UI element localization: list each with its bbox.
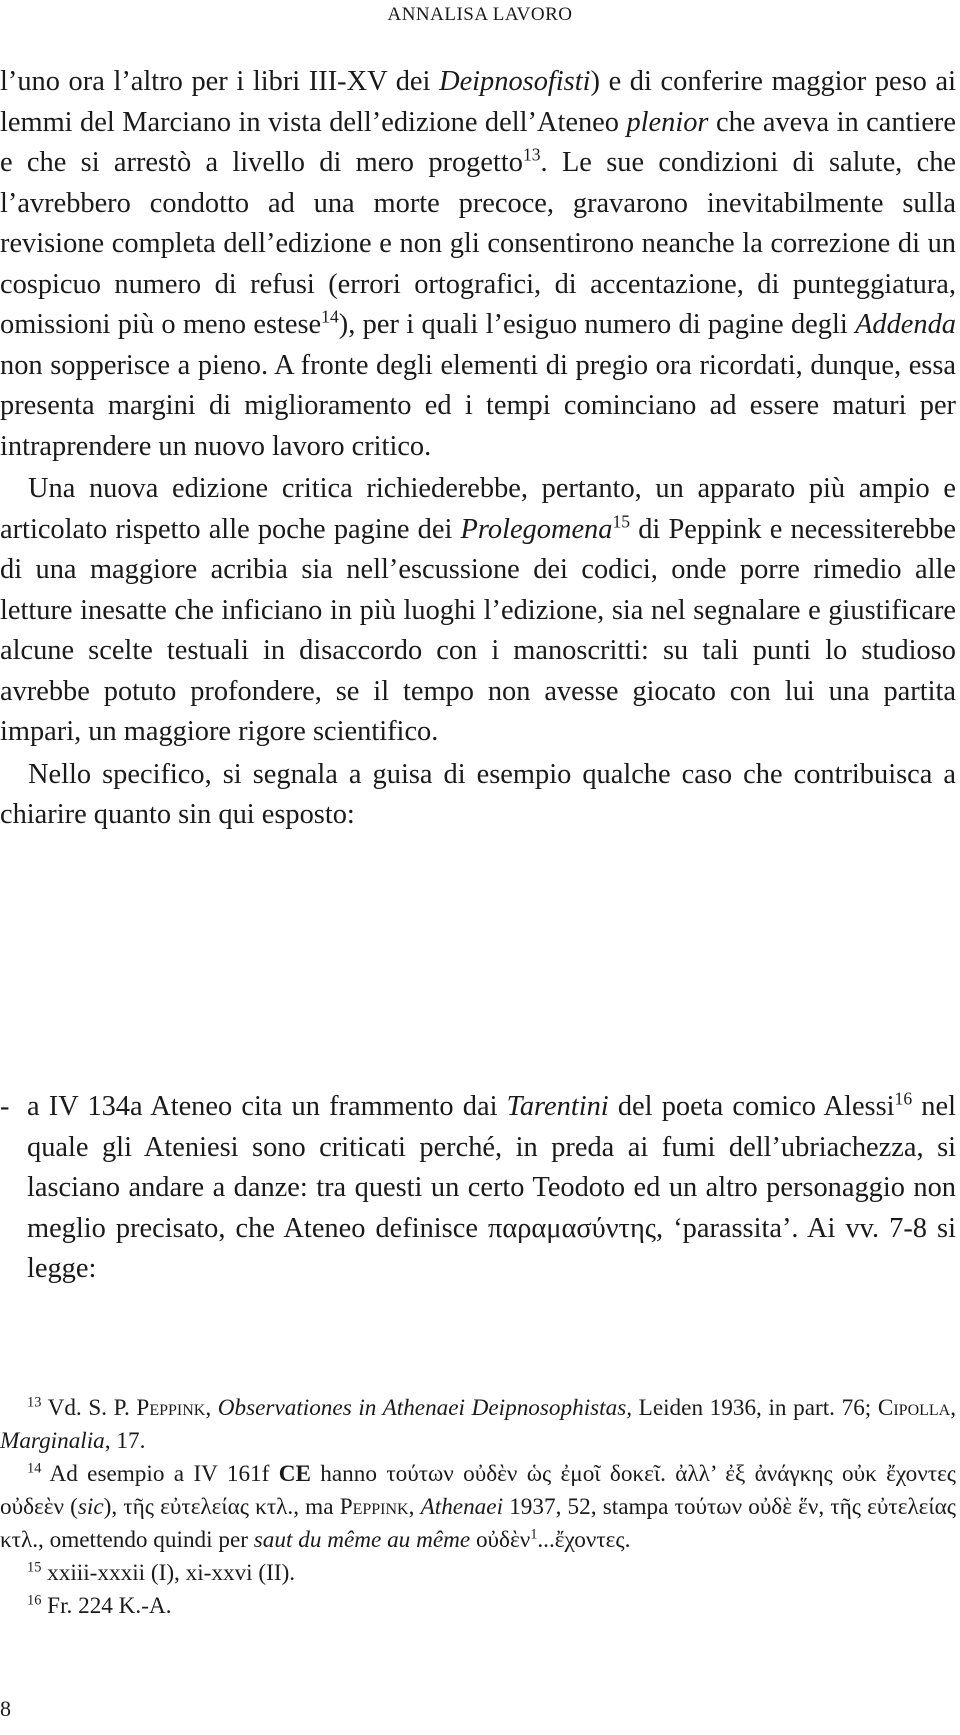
footnote-ref-13[interactable]: 13 xyxy=(522,144,541,165)
paragraph-2: Una nuova edizione critica richiederebbe, pertanto, un apparato più ampio e articolato rispetto alle poche pagine dei Prolegomena$^{15}$ di Peppink e necessiterebbe di una maggiore acribia sia nell’escussione dei codici, onde porre rimedio alle letture inesatte che inficiano in più luoghi l’edizione, sia nel segnalare e giustificare alcune scelte testuali in disaccordo con i manoscritti: su tali punti lo studioso avrebbe potuto profondere, se il tempo non avesse giocato con lui una partita impari, un maggiore rigore scientifico. xyxy=(0,473,956,747)
footnote-ref-14[interactable]: 14 xyxy=(321,306,339,327)
footnote-15: $^{15}$ xxiii-xxxii (I), xi-xxvi (II). xyxy=(27,1559,296,1586)
paragraph-1: l’uno ora l’altro per i libri III-XV dei Deipnosofisti) e di conferire maggior peso ai lemmi del Marciano in vista dell’edizione dell’Ateneo plenior che aveva in cantiere e che si arrestò a livello di mero progetto$^{13}$. Le sue condizioni di salute, che l’avrebbero condotto ad una morte precoce, gravarono inevitabilmente sulla revisione completa dell’edizione e non gli consentirono neanche la correzione di un cospicuo numero di refusi (errori ortografici, di accentazione, di punteggiatura, omissioni più o meno estese$^{14}$), per i quali l’esiguo numero di pagine degli Addenda non sopperisce a pieno. A fronte degli elementi di pregio ora ricordati, dunque, essa presenta margini di miglioramento ed i tempi cominciano ad essere maturi per intraprendere un nuovo lavoro critico. xyxy=(0,66,957,462)
footnote-ref-15[interactable]: 15 xyxy=(612,511,631,532)
page-number: 8 xyxy=(0,1696,11,1721)
paragraph-3: Nello specifico, si segnala a guisa di esempio qualche caso che contribuisca a chiarire quanto sin qui esposto: xyxy=(0,758,956,830)
footnote-14: $^{14}$ Ad esempio a IV 161f CE hanno τούτων οὐδὲν ὡς ἐμοῖ δοκεῖ. ἀλλ’ ἐξ ἀνάγκης οὐκ ἔχοντες οὐδεὲν (sic), τῆς εὐτελείας κτλ., ma Peppink, Athenaei 1937, 52, stampa τούτων οὐδὲ ἕν, τῆς εὐτελείας κτλ., omettendo quindi per saut du même au même οὐδὲν$^1$...ἔχοντες. xyxy=(0,1460,956,1553)
list-dash: - xyxy=(0,1091,10,1122)
footnotes xyxy=(0,1392,956,1623)
running-head: ANNALISA LAVORO xyxy=(387,4,573,25)
footnote-16: $^{16}$ Fr. 224 K.-A. xyxy=(27,1592,172,1619)
footnote-13: $^{13}$ Vd. S. P. Peppink, Observationes in Athenaei Deipnosophistas, Leiden 1936, in part. 76; Cipolla, Marginalia, 17. xyxy=(0,1394,957,1454)
list-item: - a IV 134a Ateneo cita un frammento dai Tarentini del poeta comico Alessi$^{16}$ nel quale gli Ateniesi sono criticati perché, in preda ai fumi dell’ubriachezza, si lasciano andare a danze: tra questi un certo Teodoto ed un altro personaggio non meglio precisato, che Ateneo definisce παραμασύντης, ‘parassita’. Ai vv. 7-8 si legge: xyxy=(0,1088,956,1284)
body-text xyxy=(0,62,956,836)
footnote-ref-16[interactable]: 16 xyxy=(894,1088,913,1109)
